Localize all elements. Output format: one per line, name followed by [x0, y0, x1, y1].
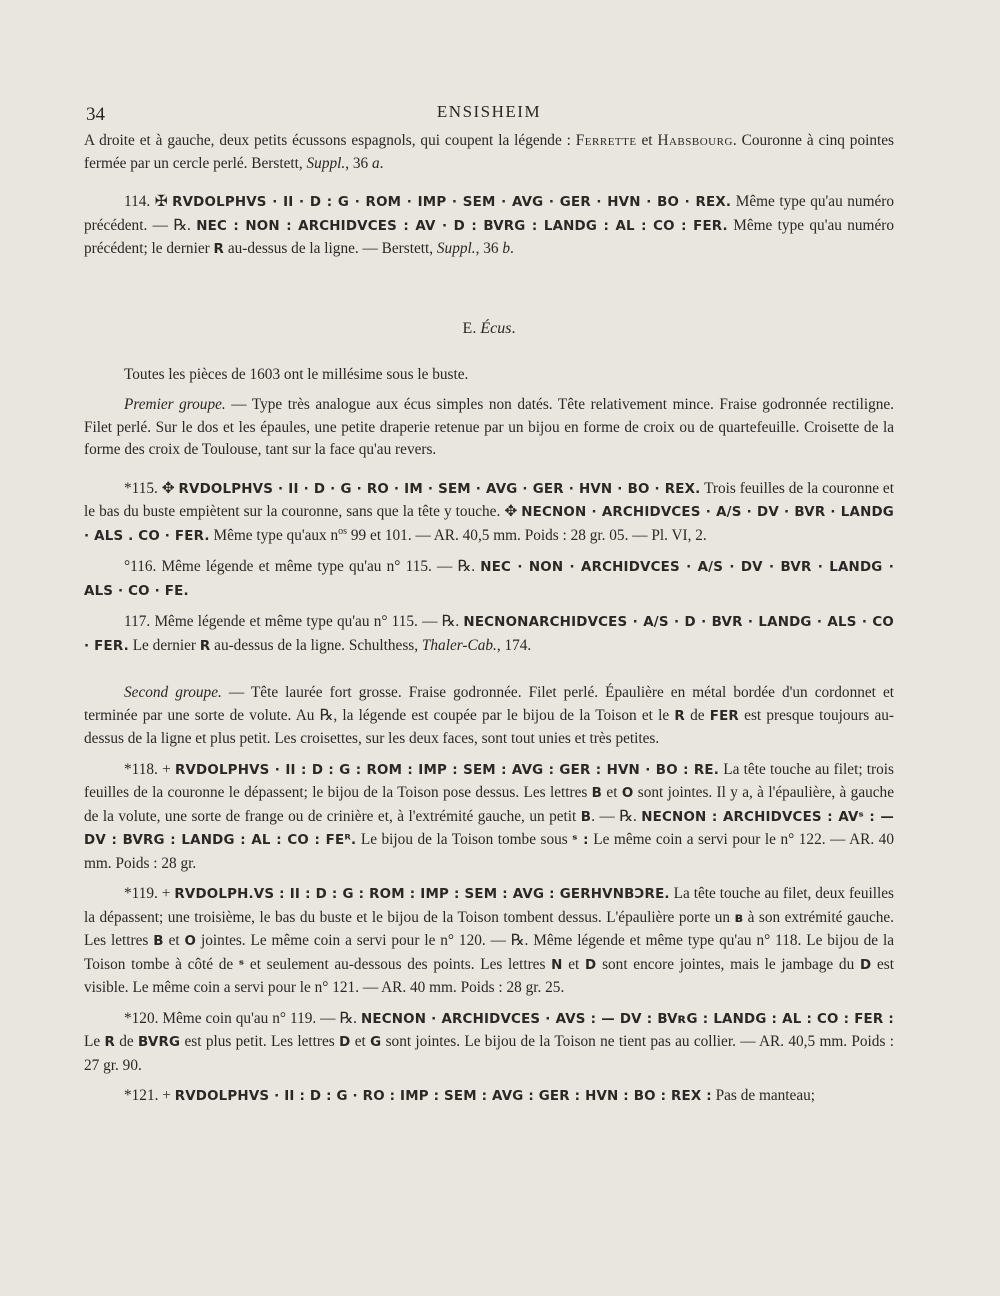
text: Le même coin a servi pour le n° 122. — AR. 40 mm. Poids : 28 gr.: [84, 831, 894, 872]
citation: Suppl.: [306, 154, 346, 172]
entry-number: °116.: [124, 558, 162, 575]
entry-120: [84, 1008, 894, 1078]
running-title: ENSISHEIM: [436, 102, 542, 121]
superscript: os: [338, 525, 348, 537]
legend: D: [859, 957, 872, 973]
legend: R: [213, 242, 225, 257]
legend: NEC : NON : ARCHIDVCES : AV · D : BVRG : LANDG : AL : CO : FER.: [196, 218, 728, 234]
legend: B: [153, 934, 164, 949]
text: de: [684, 706, 710, 724]
legend: ˢ: [238, 957, 245, 973]
entry-117: [84, 611, 894, 658]
text: — Type très analogue aux écus simples non datés. Tête relativement mince. Fraise godronnée rectiligne. Filet perlé. Sur le dos et les épaules, une petite draperie retenue par un bijou en forme de croix ou de quartefeuille. Croisette de la forme des croix de Toulouse, tant sur la face qu'au revers.: [84, 396, 895, 458]
text: de: [114, 1033, 139, 1050]
text: A droite et à gauche, deux petits écussons espagnols, qui coupent la légende :: [84, 132, 576, 149]
paragraph-second-group: [84, 682, 894, 751]
legend: NECNON · ARCHIDVCES · AVS : — DV : BVʀG : LANDG : AL : CO : FER :: [360, 1011, 894, 1027]
text: . — ℞.: [591, 807, 642, 825]
legend: BVRG: [138, 1035, 181, 1050]
legend: O: [621, 786, 634, 801]
legend: RVDOLPH.VS : II : D : G : ROM : IMP : SEM : AVG : GERHVNBƆRE.: [174, 887, 670, 902]
text: et: [602, 784, 622, 801]
citation: b: [502, 240, 510, 257]
legend: D: [585, 957, 597, 973]
text: est plus petit. Les lettres: [180, 1033, 340, 1050]
text: , 36: [475, 240, 503, 257]
group-label: Premier groupe.: [124, 396, 226, 413]
text: La tête touche au filet, deux feuilles la dépassent; une troisième, le bas du buste et le bijou de la Toison tombent dessus. L'épaulière porte un: [84, 885, 894, 926]
text: jointes. Le même coin a servi pour le n° 120. — ℞. Même légende et même type qu'au n° 118. Le bijou de la Toison tombe à côté de: [84, 932, 894, 973]
legend: G: [370, 1035, 382, 1050]
entry-number: *119. +: [124, 885, 175, 902]
entry-119: [84, 883, 894, 1000]
text: Le dernier: [128, 636, 200, 654]
legend: ˢ :: [572, 833, 589, 848]
legend: D: [339, 1035, 351, 1050]
legend: R: [199, 638, 211, 654]
citation: Thaler-Cab.: [421, 636, 497, 654]
text: .: [511, 319, 516, 337]
entry-number: *115. ✥: [124, 479, 179, 497]
legend: NECNON · ARCHIDVCES · A/S · DV · BVR · LANDG · ALS . CO · FER.: [84, 505, 894, 544]
legend: R: [674, 708, 685, 724]
section-letter: E.: [462, 319, 481, 337]
entry-number: *118. +: [124, 760, 175, 778]
text: Même légende et même type qu'au n° 115. — ℞.: [154, 613, 464, 630]
entry-number: 117.: [124, 613, 155, 630]
paragraph-intro: [84, 130, 894, 175]
text: Même coin qu'au n° 119. — ℞.: [162, 1009, 361, 1027]
section-title: [84, 320, 894, 338]
text: .: [510, 240, 514, 257]
text: sont encore jointes, mais le jambage du: [596, 955, 860, 973]
text: .: [379, 154, 384, 172]
text: Même type qu'au numéro précédent; le dernier: [84, 216, 894, 257]
legend: RVDOLPHVS · II · D : G · ROM · IMP · SEM · AVG · GER · HVN · BO · REX.: [172, 195, 732, 210]
text: sont jointes. Le bijou de la Toison ne tient pas au collier. — AR. 40,5 mm. Poids : 27 gr. 90.: [84, 1033, 894, 1074]
legend: NECNONARCHIDVCES · A/S · D · BVR · LANDG · ALS · CO · FER.: [84, 615, 894, 654]
text: à son extrémité gauche. Les lettres: [84, 908, 894, 949]
legend: ʙ: [734, 910, 744, 926]
text: Le bijou de la Toison tombe sous: [356, 831, 573, 848]
text: Trois feuilles de la couronne et le bas du buste empiètent sur la couronne, sans que la tête y touche. ✥: [84, 479, 894, 520]
text: au-dessus de la ligne. — Berstett,: [224, 240, 437, 257]
legend: NEC · NON · ARCHIDVCES · A/S · DV · BVR · LANDG · ALS · CO · FE.: [84, 560, 894, 599]
place-name: Ferrette: [575, 132, 637, 149]
text: Même type qu'aux n: [209, 526, 339, 544]
legend: B: [580, 809, 592, 825]
paragraph-first-group: [84, 394, 894, 462]
text: Même légende et même type qu'au n° 115. — ℞.: [161, 558, 481, 575]
legend: RVDOLPHVS · II : D : G · RO : IMP : SEM : AVG : GER : HVN : BO : REX :: [174, 1089, 712, 1104]
text: est presque toujours au-dessus de la ligne et plus petit. Les croisettes, sur les deux faces, sont tout unies et très petites.: [84, 706, 894, 747]
text: et: [350, 1033, 371, 1050]
text: 99 et 101. — AR. 40,5 mm. Poids : 28 gr. 05. — Pl. VI, 2.: [347, 526, 707, 544]
text: — Tête laurée fort grosse. Fraise godronnée. Filet perlé. Épaulière en métal bordée d'un cordonnet et terminée par une sorte de volute. Au ℞, la légende est coupée par le bijou de la Toison et le: [84, 684, 894, 724]
text: . Couronne à cinq pointes fermée par un cercle perlé. Berstett,: [84, 132, 894, 172]
entry-number: *121. +: [124, 1087, 175, 1104]
legend: FER: [709, 708, 739, 724]
entry-number: 114. ✠: [124, 193, 173, 210]
text: Même type qu'au numéro précédent. — ℞.: [84, 193, 894, 234]
text: Pas de manteau;: [711, 1087, 816, 1104]
text: et: [163, 932, 185, 949]
text: , 36: [345, 154, 372, 172]
group-label: Second groupe.: [124, 684, 222, 701]
paragraph-millesime: Toutes les pièces de 1603 ont le millésime sous le buste.: [124, 365, 469, 383]
legend: RVDOLPHVS · II · D · G · RO · IM · SEM · AVG · GER · HVN · BO · REX.: [178, 481, 701, 497]
text: , 174.: [496, 636, 532, 654]
citation: a: [371, 154, 380, 172]
text: sont jointes. Il y a, à l'épaulière, à gauche de la volute, une sorte de frange ou de crinière et, à l'extrémité gauche, un petit: [84, 784, 894, 825]
legend: R: [104, 1035, 115, 1050]
page: [84, 100, 894, 1109]
legend: N: [551, 957, 563, 973]
legend: RVDOLPHVS · II : D : G : ROM : IMP : SEM : AVG : GER : HVN · BO : RE.: [174, 762, 720, 778]
page-number: 34: [86, 104, 105, 125]
text: et: [562, 955, 586, 973]
entry-number: *120.: [124, 1009, 163, 1027]
text: et seulement au-dessous des points. Les lettres: [244, 955, 552, 973]
place-name: Habsbourg: [657, 132, 733, 149]
text: est visible. Le même coin a servi pour le n° 121. — AR. 40 mm. Poids : 28 gr. 25.: [84, 955, 894, 996]
entry-121: [84, 1085, 894, 1109]
text: La tête touche au filet; trois feuilles de la couronne le dépassent; le bijou de la Toison pose dessus. Les lettres: [84, 760, 894, 801]
citation: Suppl.: [436, 240, 476, 257]
entry-116: [84, 556, 894, 603]
entry-115: [84, 478, 894, 549]
page-header: [84, 100, 894, 126]
legend: B: [591, 786, 603, 801]
section-title-text: Écus: [480, 319, 512, 337]
text: au-dessus de la ligne. Schulthess,: [210, 636, 422, 654]
legend: NECNON : ARCHIDVCES : AVˢ : — DV : BVRG : LANDG : AL : CO : FEᴿ.: [84, 809, 894, 848]
text: et: [636, 132, 658, 149]
entry-118: [84, 759, 894, 876]
entry-114: [84, 191, 894, 262]
legend: O: [184, 934, 197, 949]
text: Le: [84, 1033, 105, 1050]
